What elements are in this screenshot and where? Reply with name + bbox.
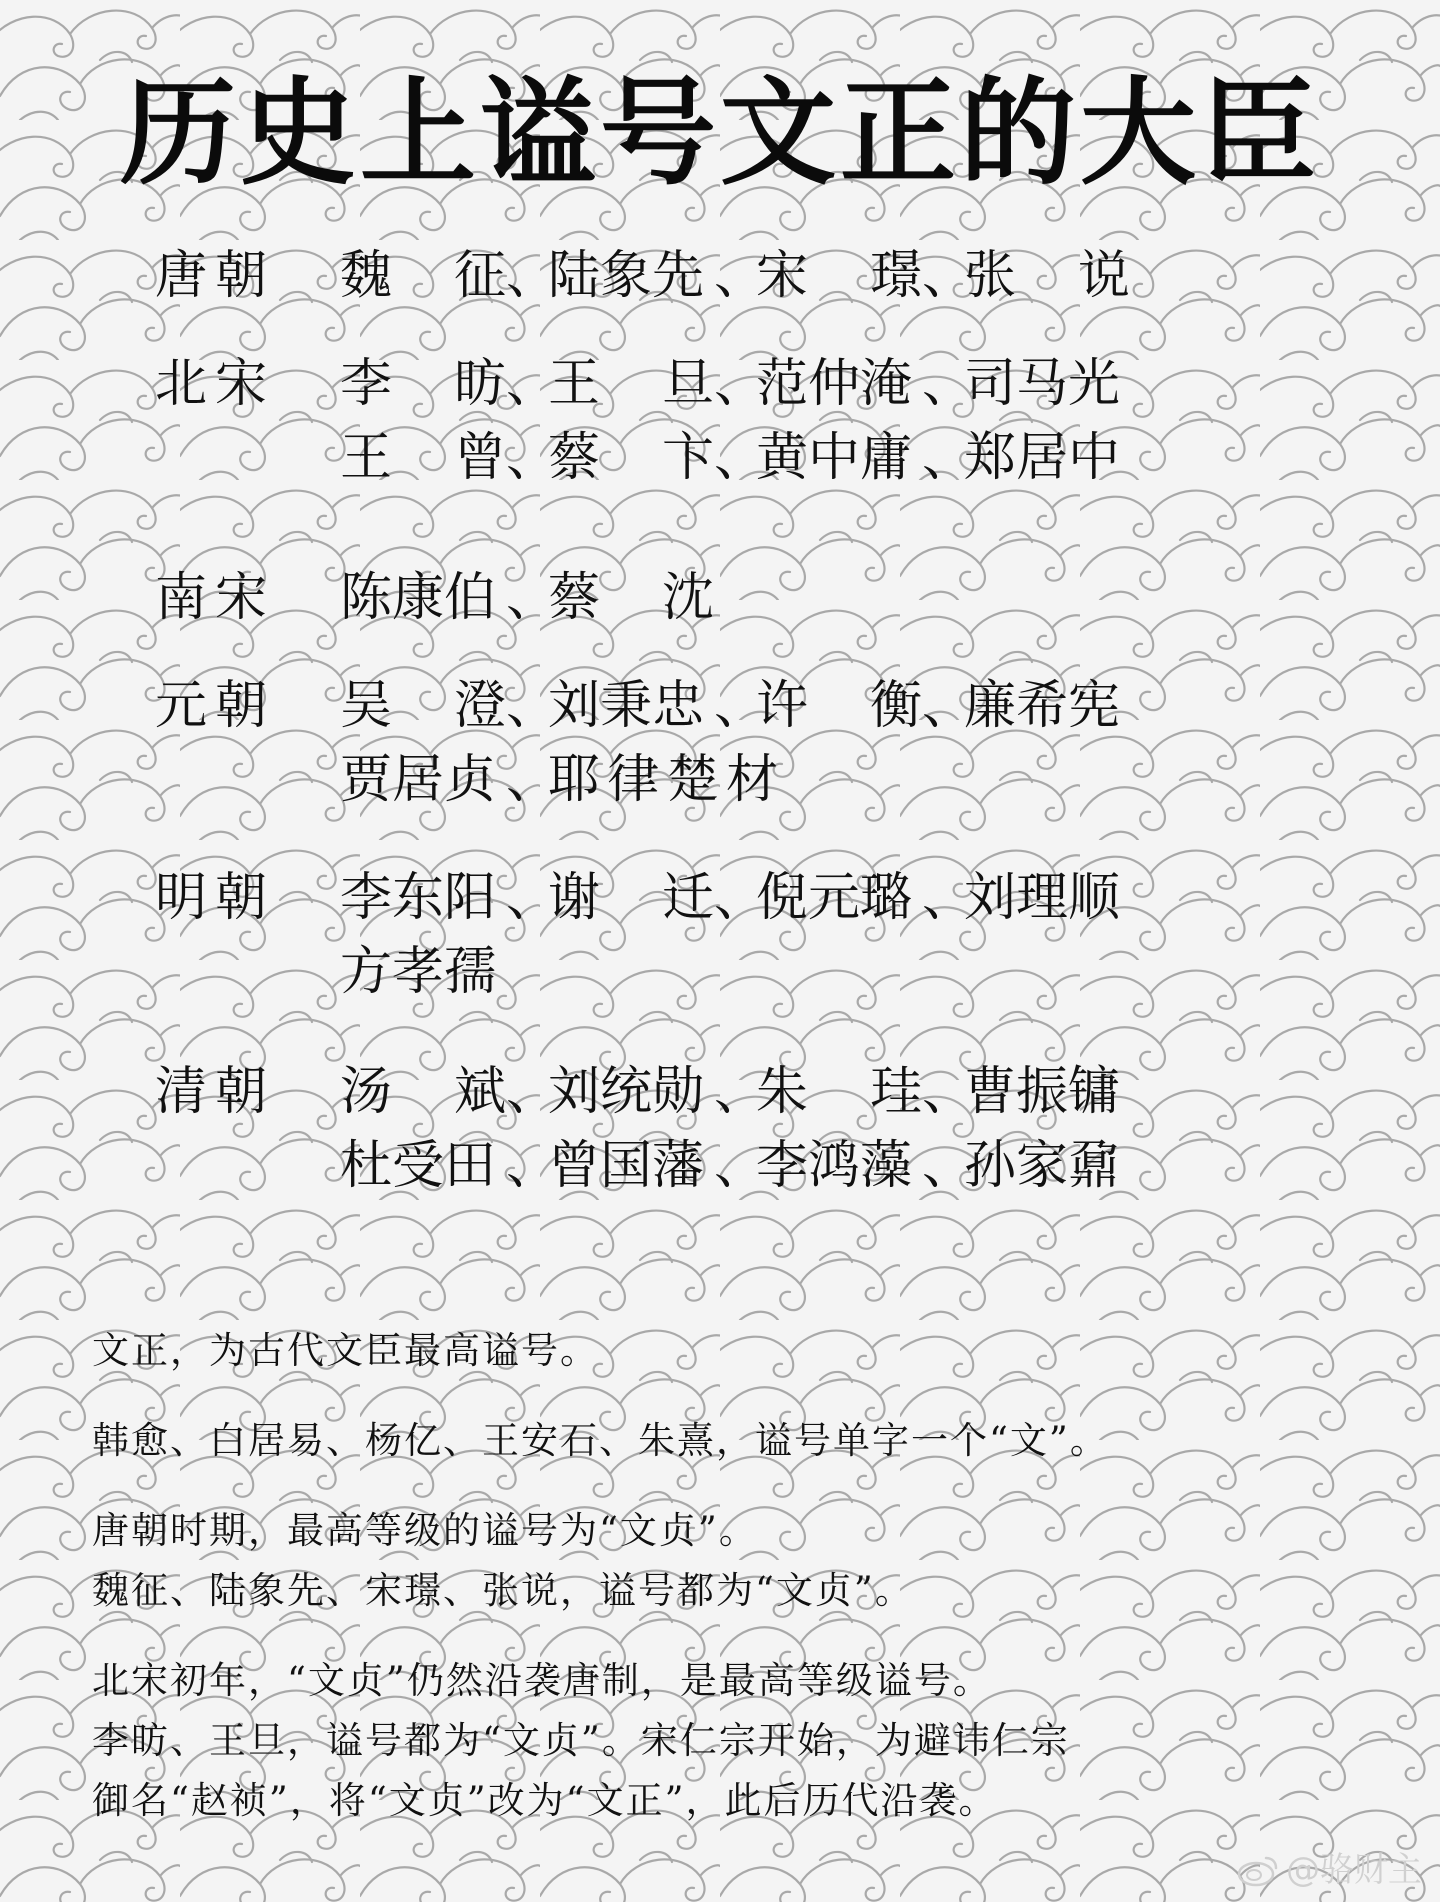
separator: 、: [714, 354, 767, 414]
dynasty-label: 清朝: [155, 1062, 276, 1122]
official-name: 蔡 卞: [548, 428, 714, 488]
official-name: 陈 康 伯: [340, 568, 497, 628]
official-name: 曾 国 藩: [548, 1136, 705, 1196]
official-names-row: [340, 240, 1280, 312]
note-line: 韩愈、白居易、杨亿、王安石、朱熹，谥号单字一个“文”。: [92, 1419, 1109, 1462]
separator: 、: [714, 868, 767, 928]
official-name: 倪 元 璐: [756, 868, 913, 928]
official-name: 汤 斌: [340, 1062, 506, 1122]
note-line: 御名“赵祯”，将“文贞”改为“文正”，此后历代沿袭。: [92, 1779, 998, 1822]
official-name: 司 马 光: [964, 354, 1121, 414]
official-names-row: [340, 862, 1280, 934]
official-names-row: [340, 422, 1280, 494]
official-name: 张 说: [964, 246, 1130, 306]
separator: 、: [922, 868, 975, 928]
official-name: 耶 律 楚 材: [548, 750, 778, 810]
official-name: 魏 征: [340, 246, 506, 306]
official-names-row: [340, 744, 1280, 816]
watermark-text: @骆财主: [1286, 1850, 1422, 1890]
official-names-row: [340, 562, 1280, 634]
separator: 、: [922, 1062, 975, 1122]
dynasty-label: 北宋: [155, 354, 276, 414]
official-name: 刘 理 顺: [964, 868, 1121, 928]
note-line: 北宋初年，“文贞”仍然沿袭唐制，是最高等级谥号。: [92, 1659, 992, 1702]
dynasty-label: 元朝: [155, 676, 276, 736]
official-name: 吴 澄: [340, 676, 506, 736]
separator: 、: [714, 676, 767, 736]
separator: 、: [922, 1136, 975, 1196]
official-names-row: [340, 1056, 1280, 1128]
separator: 、: [506, 1136, 559, 1196]
separator: 、: [922, 354, 975, 414]
separator: 、: [506, 354, 559, 414]
official-name: 蔡 沈: [548, 568, 714, 628]
separator: 、: [506, 676, 559, 736]
official-name: 宋 璟: [756, 246, 922, 306]
separator: 、: [714, 1136, 767, 1196]
dynasty-label: 唐朝: [155, 246, 276, 306]
separator: 、: [506, 1062, 559, 1122]
official-name: 李 东 阳: [340, 868, 497, 928]
separator: 、: [922, 246, 975, 306]
official-name: 曹 振 镛: [964, 1062, 1121, 1122]
separator: 、: [714, 1062, 767, 1122]
watermark: [1236, 1846, 1422, 1894]
dynasty-label: 明朝: [155, 868, 276, 928]
note-line: 唐朝时期，最高等级的谥号为“文贞”。: [92, 1509, 758, 1552]
official-name: 谢 迁: [548, 868, 714, 928]
official-name: 李 昉: [340, 354, 506, 414]
separator: 、: [714, 428, 767, 488]
dynasty-label: 南宋: [155, 568, 276, 628]
official-names-row: [340, 1130, 1280, 1202]
official-names-row: [340, 348, 1280, 420]
separator: 、: [922, 676, 975, 736]
official-name: 杜 受 田: [340, 1136, 497, 1196]
official-name: 孙 家 鼐: [964, 1136, 1121, 1196]
official-name: 王 旦: [548, 354, 714, 414]
separator: 、: [506, 568, 559, 628]
note-line: 李昉、王旦，谥号都为“文贞”。宋仁宗开始，为避讳仁宗: [92, 1719, 1070, 1762]
official-name: 刘 统 勋: [548, 1062, 705, 1122]
page-title: 历史上谥号文正的大臣: [120, 65, 1320, 201]
official-name: 廉 希 宪: [964, 676, 1121, 736]
official-name: 范 仲 淹: [756, 354, 913, 414]
official-name: 刘 秉 忠: [548, 676, 705, 736]
separator: 、: [506, 428, 559, 488]
official-names-row: [340, 936, 1280, 1008]
weibo-icon: [1236, 1852, 1280, 1888]
official-names-row: [340, 670, 1280, 742]
separator: 、: [922, 428, 975, 488]
official-name: 陆 象 先: [548, 246, 705, 306]
separator: 、: [506, 246, 559, 306]
separator: 、: [506, 750, 559, 810]
official-name: 方 孝 孺: [340, 942, 497, 1002]
separator: 、: [506, 868, 559, 928]
note-line: 魏征、陆象先、宋璟、张说，谥号都为“文贞”。: [92, 1569, 914, 1612]
official-name: 贾 居 贞: [340, 750, 497, 810]
separator: 、: [714, 246, 767, 306]
official-name: 郑 居 中: [964, 428, 1121, 488]
note-line: 文正，为古代文臣最高谥号。: [92, 1329, 599, 1372]
official-name: 许 衡: [756, 676, 922, 736]
official-name: 朱 珪: [756, 1062, 922, 1122]
official-name: 李 鸿 藻: [756, 1136, 913, 1196]
official-name: 王 曾: [340, 428, 506, 488]
official-name: 黄 中 庸: [756, 428, 913, 488]
